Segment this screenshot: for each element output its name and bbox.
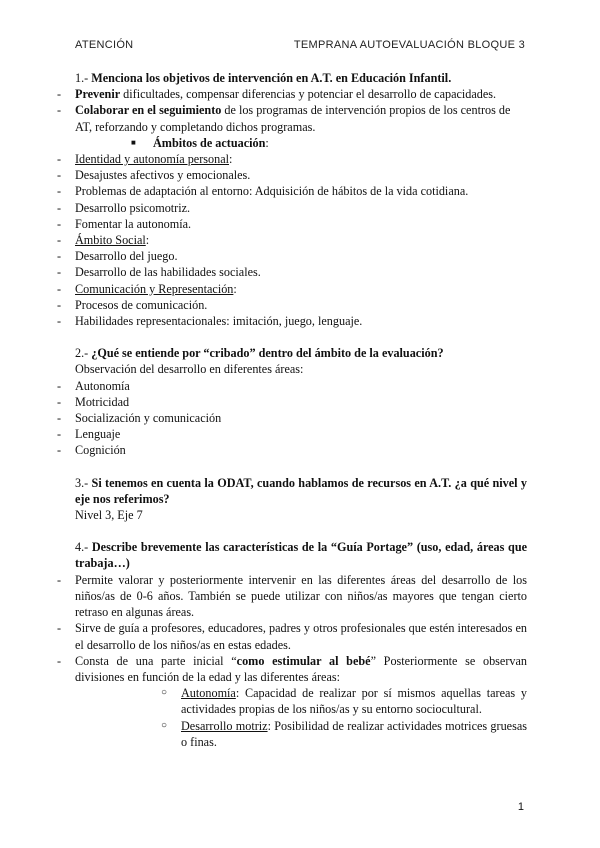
question-1 (75, 70, 527, 329)
list-item: - Habilidades representacionales: imitación, juego, lenguaje. (75, 313, 527, 329)
list-item: - Permite valorar y posteriormente intervenir en las diferentes áreas del desarrollo de los niños/as de 0-6 años. También se puede utilizar con niños/as mayores que tengan cierto retraso en algunas áreas. (75, 572, 527, 621)
header-left: ATENCIÓN (75, 39, 134, 51)
list-item: - Socialización y comunicación (75, 410, 527, 426)
question-2-title: 2.- ¿Qué se entiende por “cribado” dentro del ámbito de la evaluación? (75, 346, 444, 361)
list-item: - Desarrollo de las habilidades sociales. (75, 264, 527, 280)
list-item: - Desarrollo del juego. (75, 248, 527, 264)
q1-item: - Prevenir dificultades, compensar diferencias y potenciar el desarrollo de capacidades. (75, 86, 527, 102)
list-item: - Consta de una parte inicial “como estimular al bebé” Posteriormente se observan divisiones en función de la edad y las diferentes áreas: (75, 653, 527, 685)
q1-item: - Colaborar en el seguimiento de los programas de intervención propios de los centros de AT, reforzando y completando dichos programas. (75, 102, 527, 134)
q3-answer: Nivel 3, Eje 7 (75, 508, 143, 523)
ambitos-heading: ■ Ámbitos de actuación: (75, 135, 527, 151)
q2-answer: Observación del desarrollo en diferentes áreas: (75, 362, 304, 377)
list-item: - Desajustes afectivos y emocionales. (75, 167, 527, 183)
ambito-identidad: - Identidad y autonomía personal: (75, 151, 527, 167)
list-item: - Desarrollo psicomotriz. (75, 200, 527, 216)
list-item: - Autonomía (75, 378, 527, 394)
list-item: - Cognición (75, 442, 527, 458)
document-body (75, 70, 527, 750)
q4-subitem-autonomia: ○ Autonomía: Capacidad de realizar por sí mismos aquellas tareas y actividades propias de los niños/as y su entorno sociocultural. (181, 685, 527, 717)
question-3-title: 3.- Si tenemos en cuenta la ODAT, cuando hablamos de recursos en A.T. ¿a qué nivel y eje nos referimos? (75, 475, 527, 506)
question-4-title: 4.- Describe brevemente las características de la “Guía Portage” (uso, edad, áreas que trabaja…) (75, 540, 528, 571)
list-item: - Sirve de guía a profesores, educadores, padres y otros profesionales que estén interesados en el desarrollo de los niños/as en estas edades. (75, 620, 527, 652)
q4-subitem-motriz: ○ Desarrollo motriz: Posibilidad de realizar actividades motrices gruesas o finas. (181, 718, 527, 750)
question-3 (75, 475, 527, 524)
list-item: - Procesos de comunicación. (75, 297, 527, 313)
question-1-title: 1.- Menciona los objetivos de intervención en A.T. en Educación Infantil. (75, 71, 452, 85)
question-4 (75, 539, 527, 750)
page-number: 1 (517, 801, 524, 813)
ambito-social: - Ámbito Social: (75, 232, 527, 248)
list-item: - Lenguaje (75, 426, 527, 442)
list-item: - Fomentar la autonomía. (75, 216, 527, 232)
list-item: - Motricidad (75, 394, 527, 410)
list-item: - Problemas de adaptación al entorno: Adquisición de hábitos de la vida cotidiana. (75, 183, 527, 199)
header-right: TEMPRANA AUTOEVALUACIÓN BLOQUE 3 (293, 39, 525, 51)
ambito-comunicacion: - Comunicación y Representación: (75, 281, 527, 297)
question-2 (75, 345, 527, 458)
